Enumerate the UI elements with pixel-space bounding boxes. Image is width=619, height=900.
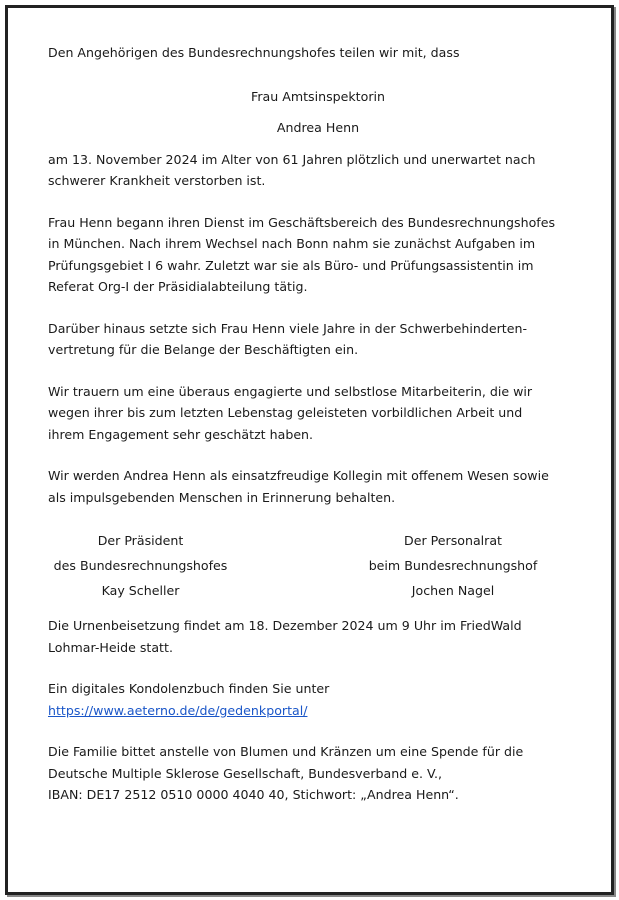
intro-text: Den Angehörigen des Bundesrechnungshofes teilen wir mit, dass (48, 45, 460, 60)
memory-line: Wir werden Andrea Henn als einsatzfreudige Kollegin mit offenem Wesen sowie (48, 468, 549, 483)
career-line: Frau Henn begann ihren Dienst im Geschäftsbereich des Bundesrechnungshofes (48, 214, 556, 230)
staff-council-role: Der Personalrat (404, 533, 502, 548)
memory-paragraph (48, 465, 588, 508)
engagement-line: Darüber hinaus setzte sich Frau Henn viele Jahre in der Schwerbehinderten- (48, 320, 528, 336)
condolence-text: Ein digitales Kondolenzbuch finden Sie unter (48, 681, 330, 696)
mourning-paragraph (48, 381, 588, 446)
staff-council-name: Jochen Nagel (411, 583, 495, 598)
death-notice-line: schwerer Krankheit verstorben ist. (48, 173, 266, 188)
donation-line: Deutsche Multiple Sklerose Gesellschaft, Bundesverband e. V., (48, 765, 442, 781)
funeral-line: Die Urnenbeisetzung findet am 18. Dezember 2024 um 9 Uhr im FriedWald (48, 618, 522, 633)
president-name: Kay Scheller (101, 583, 180, 598)
deceased-title: Frau Amtsinspektorin (251, 88, 385, 104)
memory-line: als impulsgebenden Menschen in Erinnerung behalten. (48, 489, 396, 505)
career-line: Prüfungsgebiet I 6 wahr. Zuletzt war sie als Büro- und Prüfungsassistentin im (48, 257, 534, 273)
mourning-line: Wir trauern um eine überaus engagierte und selbstlose Mitarbeiterin, die wir (48, 383, 533, 399)
mourning-line: ihrem Engagement sehr geschätzt haben. (48, 426, 314, 442)
condolence-paragraph (48, 678, 588, 721)
career-line: Referat Org-I der Präsidialabteilung tätig. (48, 279, 308, 294)
career-line: in München. Nach ihrem Wechsel nach Bonn nahm sie zunächst Aufgaben im (48, 236, 536, 251)
signature-block (48, 530, 588, 605)
engagement-line: vertretung für die Belange der Beschäftigten ein. (48, 342, 359, 357)
career-paragraph (48, 212, 588, 298)
document-frame (5, 5, 614, 895)
funeral-line: Lohmar-Heide statt. (48, 639, 173, 655)
donation-paragraph (48, 741, 588, 806)
funeral-paragraph (48, 615, 588, 658)
donation-line: Die Familie bittet anstelle von Blumen und Kränzen um eine Spende für die (48, 744, 524, 759)
death-notice-line: am 13. November 2024 im Alter von 61 Jahren plötzlich und unerwartet nach (48, 151, 536, 167)
donation-iban-line: IBAN: DE17 2512 0510 0000 4040 40, Stichwort: „Andrea Henn“. (48, 787, 459, 802)
condolence-book-link[interactable]: https://www.aeterno.de/de/gedenkportal/ (48, 702, 308, 718)
president-role: Der Präsident (97, 533, 184, 548)
obituary-notice (48, 42, 588, 806)
mourning-line: wegen ihrer bis zum letzten Lebenstag geleisteten vorbildlichen Arbeit und (48, 405, 523, 420)
engagement-paragraph (48, 318, 588, 361)
president-organization: des Bundesrechnungshofes (53, 558, 228, 573)
staff-council-organization: beim Bundesrechnungshof (368, 558, 538, 573)
deceased-name: Andrea Henn (276, 120, 360, 135)
